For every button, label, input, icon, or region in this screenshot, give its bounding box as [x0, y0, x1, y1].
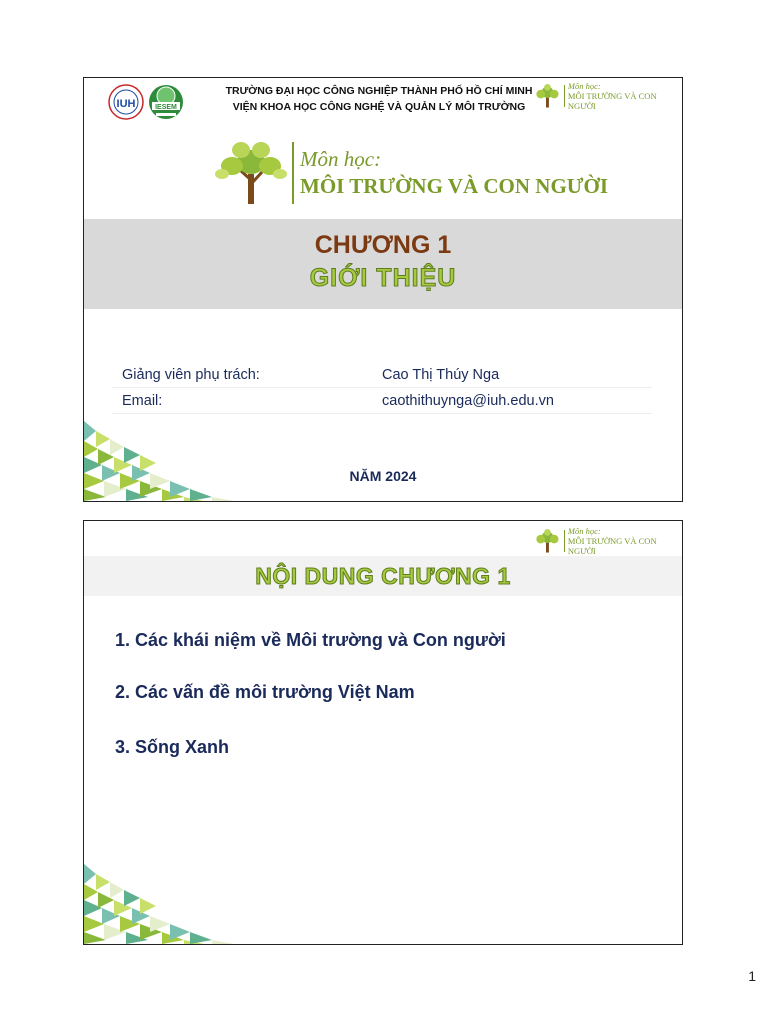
university-logos [106, 82, 186, 122]
small-course-logo [534, 81, 682, 111]
slide-1 [83, 77, 683, 502]
slide-2 [83, 520, 683, 945]
contents-heading-band [84, 556, 682, 596]
small-course-name: MÔI TRƯỜNG VÀ CON NGƯỜI [567, 536, 657, 556]
lecturer-name: Cao Thị Thúy Nga [382, 366, 500, 383]
lecturer-row [112, 362, 652, 388]
iuh-logo-text: IUH [116, 98, 136, 110]
lecturer-label: Giảng viên phụ trách: [122, 366, 260, 383]
triangle-mosaic-decoration [84, 421, 254, 501]
page-number: 1 [748, 968, 756, 984]
institute-name: VIỆN KHOA HỌC CÔNG NGHỆ VÀ QUẢN LÝ MÔI TRƯỜNG [232, 101, 526, 113]
year-label: NĂM 2024 [349, 468, 417, 484]
email-label: Email: [122, 392, 163, 409]
chapter-title-band [84, 219, 682, 309]
small-course-label: Môn học: [567, 81, 601, 91]
contents-heading: NỘI DUNG CHƯƠNG 1 [255, 563, 511, 589]
list-item: 2. Các vấn đề môi trường Việt Nam [115, 682, 415, 702]
course-label: Môn học: [300, 147, 382, 171]
list-item: 1. Các khái niệm về Môi trường và Con người [115, 630, 506, 650]
course-title-block [214, 140, 608, 206]
chapter-title: GIỚI THIỆU [309, 264, 457, 292]
tree-icon [214, 140, 288, 206]
small-course-name: MÔI TRƯỜNG VÀ CON NGƯỜI [567, 91, 657, 111]
email-row [112, 388, 652, 414]
tree-icon [534, 528, 561, 554]
iesem-logo-icon [149, 85, 183, 119]
course-name: MÔI TRƯỜNG VÀ CON NGƯỜI [300, 174, 609, 198]
email-value[interactable]: caothithuynga@iuh.edu.vn [382, 392, 554, 409]
triangle-mosaic-decoration [84, 864, 254, 944]
iesem-logo-text: IESEM [155, 104, 177, 111]
university-header [209, 83, 549, 115]
list-item: 3. Sống Xanh [115, 737, 230, 757]
chapter-number: CHƯƠNG 1 [314, 231, 452, 259]
iuh-logo-icon [109, 85, 143, 119]
small-course-logo [534, 526, 682, 556]
lecturer-info-table [112, 362, 652, 414]
university-name: TRƯỜNG ĐẠI HỌC CÔNG NGHIỆP THÀNH PHỐ HỒ CHÍ MINH [225, 85, 533, 97]
small-course-label: Môn học: [567, 526, 601, 536]
tree-icon [534, 83, 561, 109]
